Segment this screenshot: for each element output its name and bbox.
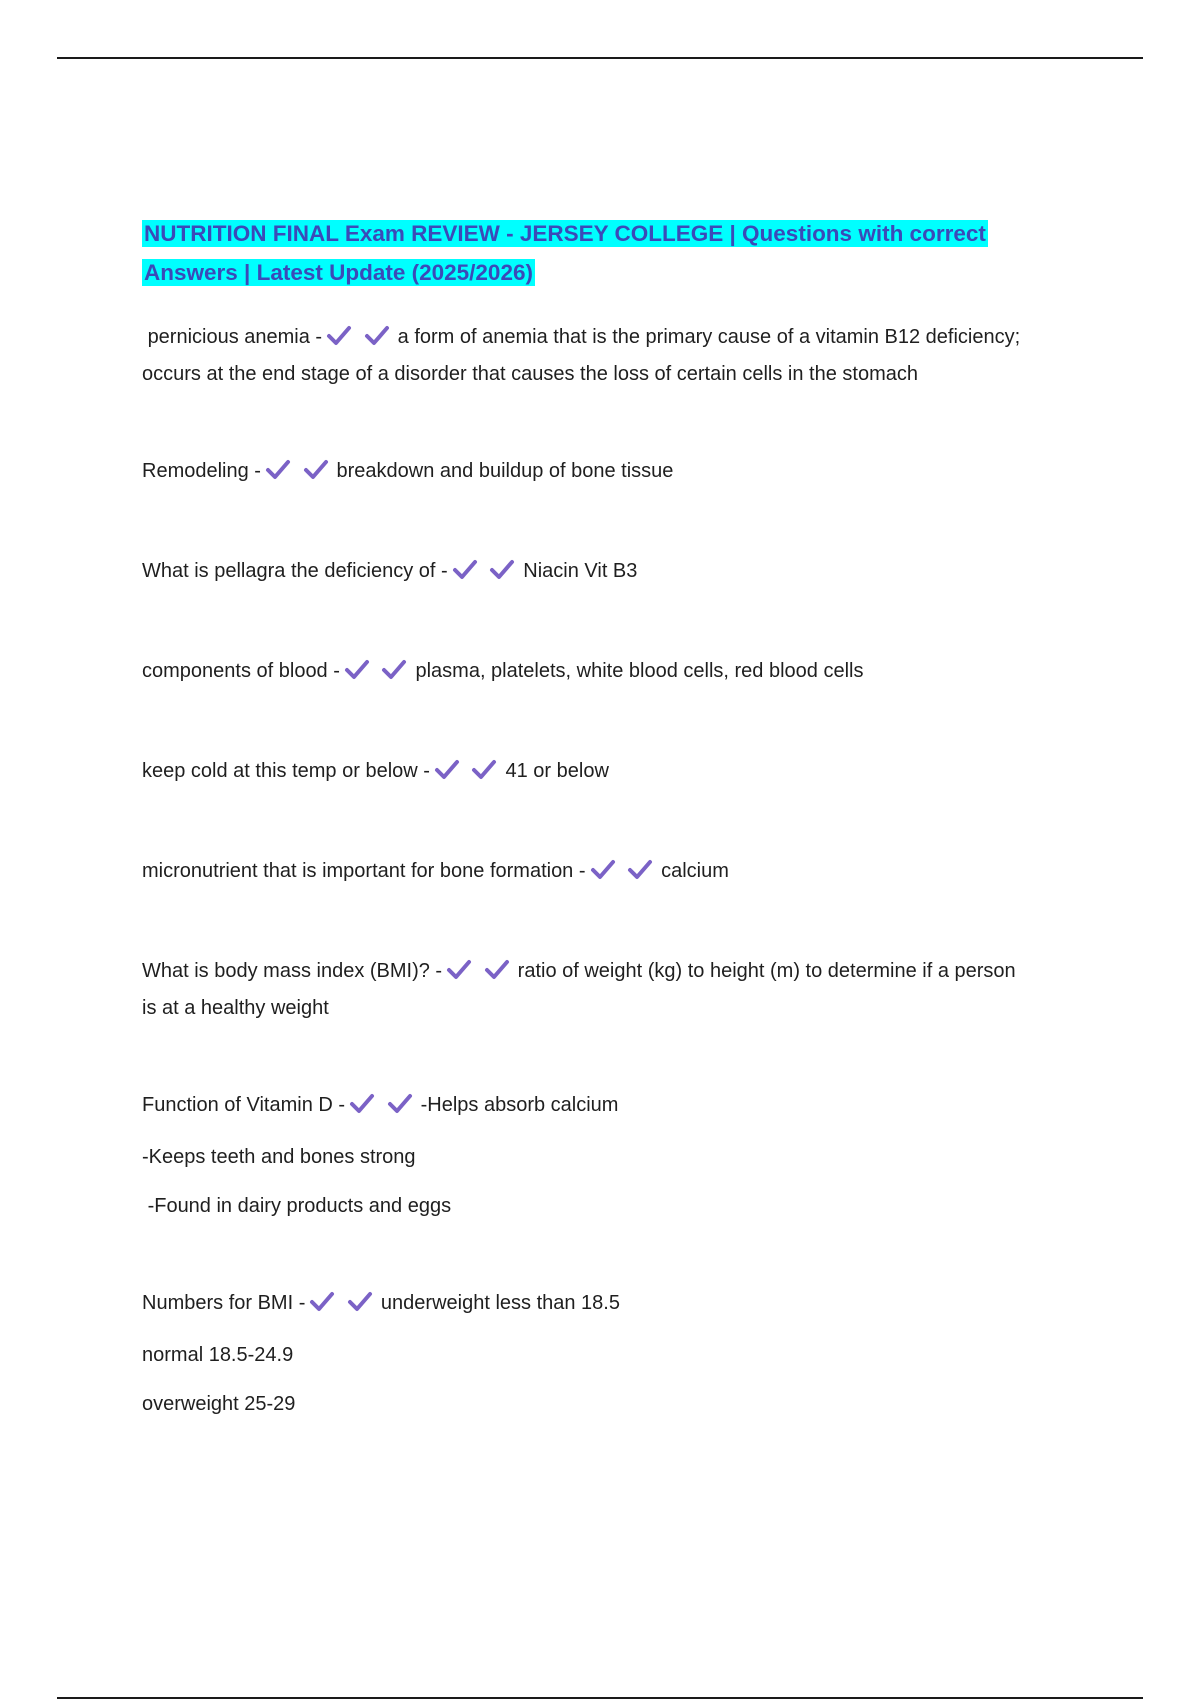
qa-answer-continuation: normal 18.5-24.9 [142,1344,294,1366]
checkmark-icon [484,958,510,980]
qa-question: micronutrient that is important for bone formation - [142,860,586,882]
checkmarks [265,457,335,491]
qa-line [142,854,1022,891]
document-title [142,214,1022,292]
header-rule [57,57,1143,59]
qa-question: What is body mass index (BMI)? - [142,960,443,982]
checkmark-icon [471,758,497,780]
qa-item [142,754,1022,791]
checkmarks [452,557,522,591]
qa-line [142,1088,1022,1125]
checkmark-icon [344,658,370,680]
qa-question: Function of Vitamin D - [142,1094,346,1116]
qa-question: Numbers for BMI - [142,1292,306,1314]
qa-item [142,554,1022,591]
qa-answer-continuation: overweight 25-29 [142,1393,296,1415]
qa-item [142,854,1022,891]
qa-answer: plasma, platelets, white blood cells, red blood cells [415,660,864,682]
qa-item [142,320,1022,391]
qa-item [142,1088,1022,1223]
qa-question: pernicious anemia - [142,326,323,348]
qa-item [142,654,1022,691]
checkmark-icon [387,1092,413,1114]
checkmark-icon [303,458,329,480]
qa-question: keep cold at this temp or below - [142,760,430,782]
checkmark-icon [489,558,515,580]
qa-answer: breakdown and buildup of bone tissue [336,460,674,482]
checkmarks [590,857,660,891]
checkmark-icon [452,558,478,580]
qa-answer-continuation: -Found in dairy products and eggs [142,1195,452,1217]
checkmark-icon [265,458,291,480]
qa-line [142,454,1022,491]
checkmark-icon [446,958,472,980]
qa-line [142,754,1022,791]
checkmark-icon [347,1290,373,1312]
qa-line [142,954,1022,1025]
checkmarks [434,757,504,791]
qa-item [142,454,1022,491]
qa-answer: -Helps absorb calcium [420,1094,619,1116]
qa-item [142,1286,1022,1421]
qa-answer: underweight less than 18.5 [380,1292,620,1314]
document-body [142,214,1022,1421]
qa-answer: ratio of weight (kg) to height (m) to determine if a person is at a healthy weight [142,960,1016,1019]
qa-answer: calcium [661,860,729,882]
checkmark-icon [364,324,390,346]
qa-answer: a form of anemia that is the primary cause of a vitamin B12 deficiency; occurs at the end stage of a disorder that causes the loss of certain cells in the stomach [142,326,1021,385]
checkmark-icon [627,858,653,880]
qa-question: Remodeling - [142,460,261,482]
qa-line [142,1286,1022,1323]
checkmarks [446,957,516,991]
checkmark-icon [434,758,460,780]
qa-list [142,320,1022,1421]
checkmark-icon [309,1290,335,1312]
checkmark-icon [590,858,616,880]
checkmark-icon [326,324,352,346]
qa-line [142,554,1022,591]
checkmarks [309,1289,379,1323]
checkmark-icon [381,658,407,680]
qa-question: components of blood - [142,660,340,682]
checkmarks [344,657,414,691]
qa-line [142,320,1022,391]
document-title-text: NUTRITION FINAL Exam REVIEW - JERSEY COLLEGE | Questions with correct Answers | Latest Update (2025/2026) [144,221,986,285]
checkmarks [349,1091,419,1125]
qa-answer: 41 or below [505,760,609,782]
qa-answer: Niacin Vit B3 [523,560,638,582]
qa-question: What is pellagra the deficiency of - [142,560,448,582]
checkmarks [326,323,396,357]
footer-rule [57,1697,1143,1699]
qa-item [142,954,1022,1025]
checkmark-icon [349,1092,375,1114]
qa-answer-continuation: -Keeps teeth and bones strong [142,1146,416,1168]
qa-line [142,654,1022,691]
